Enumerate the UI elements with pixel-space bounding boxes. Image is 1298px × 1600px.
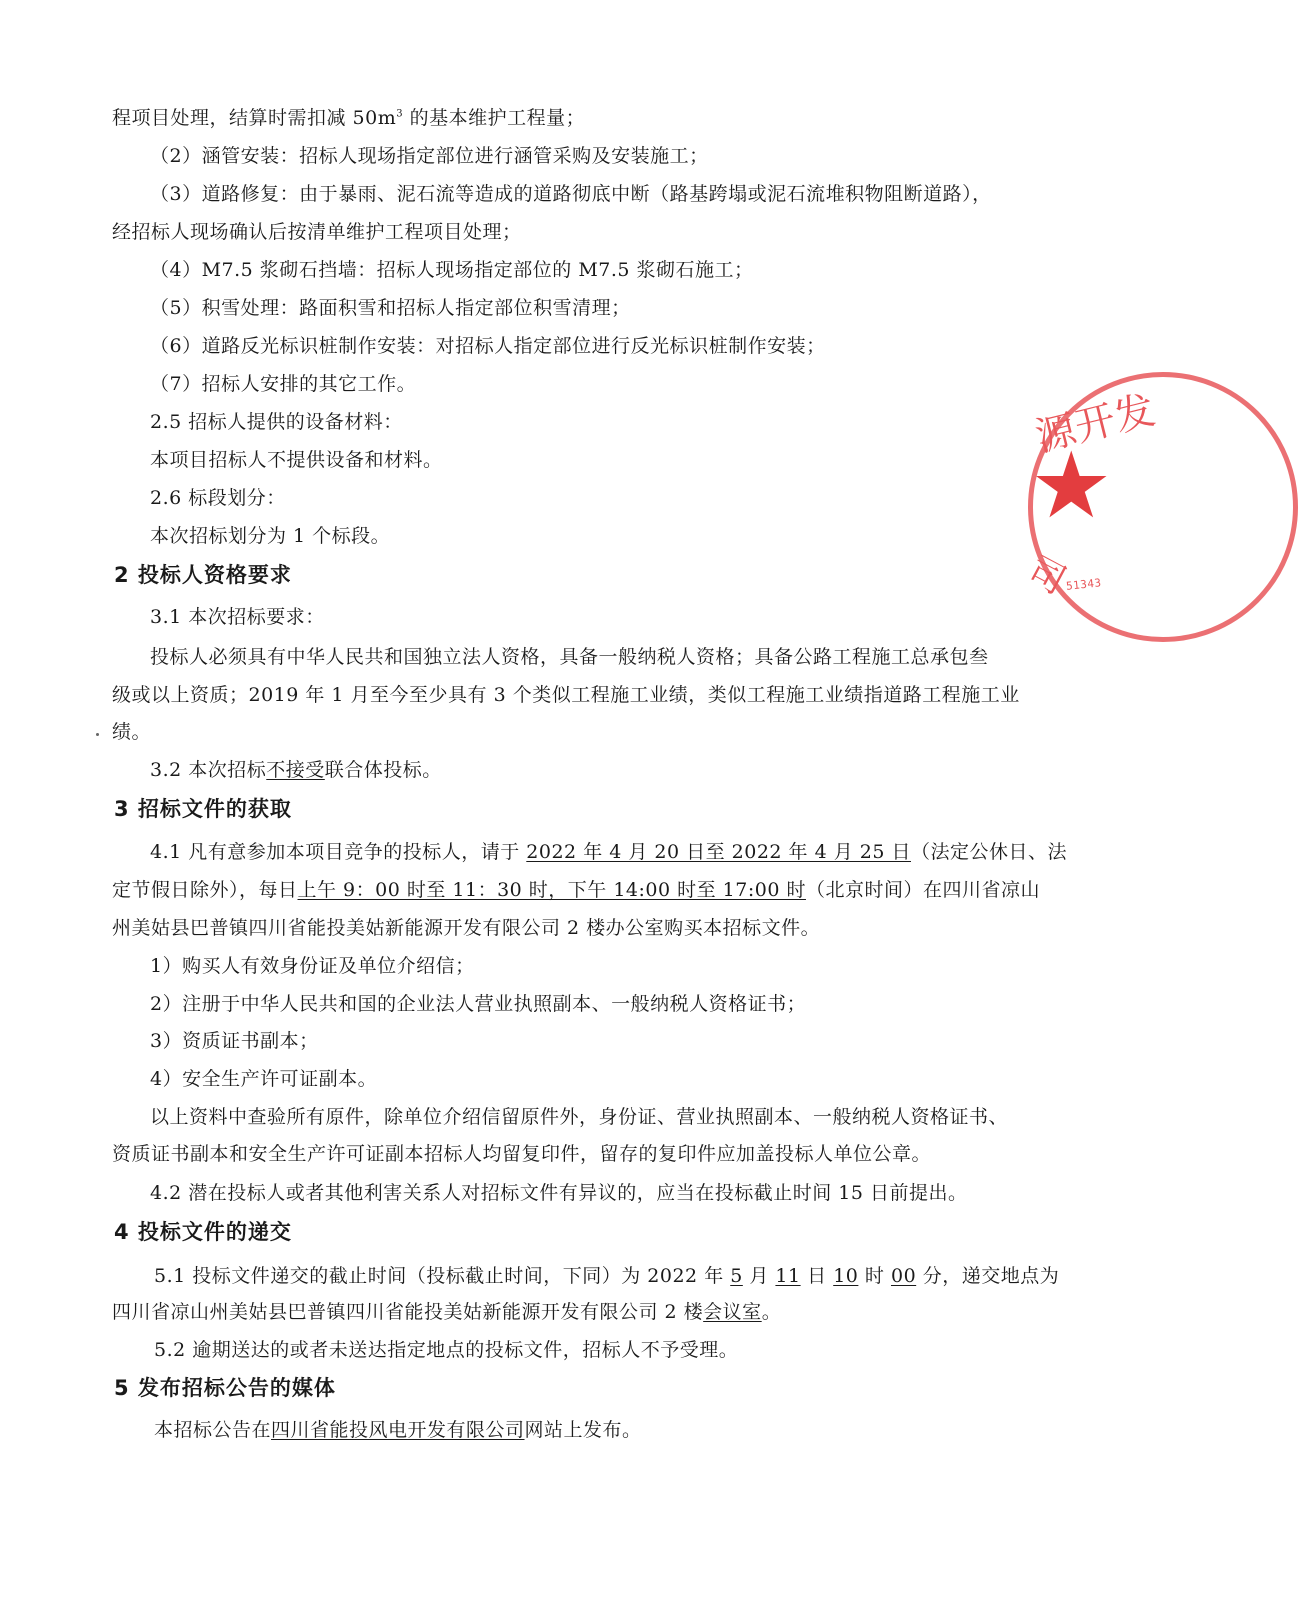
section-heading: 3 招标文件的获取 <box>114 797 292 821</box>
superscript: 3 <box>396 108 404 120</box>
list-item: （4）M7.5 浆砌石挡墙：招标人现场指定部位的 M7.5 浆砌石施工； <box>150 259 754 281</box>
subsection-title: 2.6 标段划分： <box>150 487 286 509</box>
text-line: 州美姑县巴普镇四川省能投美姑新能源开发有限公司 2 楼办公室购买本招标文件。 <box>112 917 821 939</box>
list-item: 4）安全生产许可证副本。 <box>150 1068 378 1090</box>
text-line: 5.2 逾期送达的或者未送达指定地点的投标文件，招标人不予受理。 <box>154 1339 739 1361</box>
text-line: 四川省凉山州美姑县巴普镇四川省能投美姑新能源开发有限公司 2 楼会议室。 <box>112 1301 782 1323</box>
list-item: 1）购买人有效身份证及单位介绍信； <box>150 955 475 977</box>
text-line: 5.1 投标文件递交的截止时间（投标截止时间，下同）为 2022 年 5 月 11 日 10 时 00 分，递交地点为 <box>154 1265 1060 1287</box>
scan-speck <box>96 733 99 736</box>
text-line: 本项目招标人不提供设备和材料。 <box>150 449 443 471</box>
subsection-title: 2.5 招标人提供的设备材料： <box>150 411 403 433</box>
list-item: 3）资质证书副本； <box>150 1030 319 1052</box>
list-item: （2）涵管安装：招标人现场指定部位进行涵管采购及安装施工； <box>150 145 709 167</box>
seal-text: 源开发 <box>1031 386 1161 461</box>
text-line: 级或以上资质；2019 年 1 月至今至少具有 3 个类似工程施工业绩，类似工程施工业绩指道路工程施工业 <box>112 684 1020 706</box>
text-line: 资质证书副本和安全生产许可证副本招标人均留复印件，留存的复印件应加盖投标人单位公章。 <box>112 1143 932 1165</box>
text-line: 4.2 潜在投标人或者其他利害关系人对招标文件有异议的，应当在投标截止时间 15 日前提出。 <box>150 1182 968 1204</box>
section-heading: 2 投标人资格要求 <box>114 563 292 587</box>
seal-code: 51343 <box>1065 576 1103 593</box>
list-item: （5）积雪处理：路面积雪和招标人指定部位积雪清理； <box>150 297 631 319</box>
section-heading: 4 投标文件的递交 <box>114 1220 292 1244</box>
list-item: （3）道路修复：由于暴雨、泥石流等造成的道路彻底中断（路基跨塌或泥石流堆积物阻断道路）， <box>150 183 992 205</box>
text-line: 绩。 <box>112 721 152 743</box>
text-line: 本招标公告在四川省能投风电开发有限公司网站上发布。 <box>154 1419 642 1441</box>
text-line: 本次招标划分为 1 个标段。 <box>150 525 391 547</box>
subsection-title: 3.1 本次招标要求： <box>150 606 325 628</box>
text-line: 3.2 本次招标不接受联合体投标。 <box>150 759 442 781</box>
text-line: 程项目处理，结算时需扣减 $50m^3$ 的基本维护工程量； <box>112 107 586 129</box>
list-item: （6）道路反光标识桩制作安装：对招标人指定部位进行反光标识桩制作安装； <box>150 335 826 357</box>
text-line: 4.1 凡有意参加本项目竞争的投标人，请于 2022 年 4 月 20 日至 2022 年 4 月 25 日（法定公休日、法 <box>150 841 1067 863</box>
text-line: 以上资料中查验所有原件，除单位介绍信留原件外，身份证、营业执照副本、一般纳税人资格证书、 <box>150 1106 1009 1128</box>
text-line: 经招标人现场确认后按清单维护工程项目处理； <box>112 221 522 243</box>
text-line: 投标人必须具有中华人民共和国独立法人资格，具备一般纳税人资格；具备公路工程施工总承包叁 <box>150 646 989 668</box>
section-heading: 5 发布招标公告的媒体 <box>114 1376 336 1400</box>
list-item: 2）注册于中华人民共和国的企业法人营业执照副本、一般纳税人资格证书； <box>150 993 807 1015</box>
text-line: 定节假日除外），每日上午 9：00 时至 11：30 时，下午 14:00 时至 17:00 时（北京时间）在四川省凉山 <box>112 879 1040 901</box>
seal-text: 司 <box>1021 549 1073 603</box>
list-item: （7）招标人安排的其它工作。 <box>150 373 417 395</box>
seal-star-icon: ★ <box>1030 432 1113 539</box>
